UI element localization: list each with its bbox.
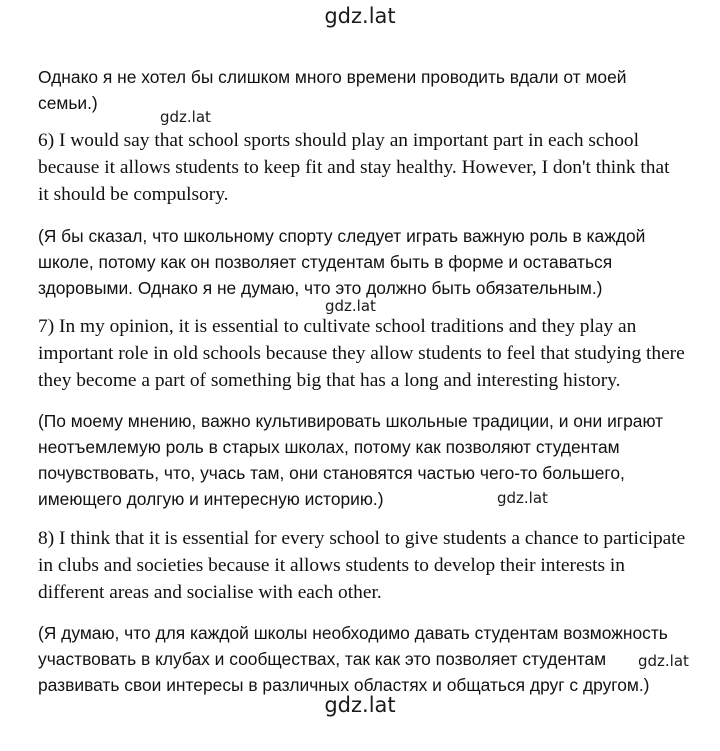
text-line: because it allows students to keep fit and stay healthy. However, I don't think that <box>38 157 670 178</box>
text-line: развивать свои интересы в различных областях и общаться друг с другом.) <box>38 675 650 695</box>
text-line: неотъемлемую роль в старых школах, потому как позволяют студентам <box>38 437 620 457</box>
text-line: they become a part of something big that has a long and interesting history. <box>38 370 621 391</box>
text-line: 7) In my opinion, it is essential to cultivate school traditions and they play an <box>38 316 637 337</box>
watermark: gdz.lat <box>497 489 548 507</box>
watermark-top: gdz.lat <box>324 4 396 28</box>
text-line: different areas and socialise with each other. <box>38 582 382 603</box>
text-line: Однако я не хотел бы слишком много времени проводить вдали от моей <box>38 67 627 87</box>
watermark-bottom: gdz.lat <box>324 693 396 717</box>
text-line: имеющего долгую и интересную историю.) <box>38 489 384 509</box>
text-line: in clubs and societies because it allows students to develop their interests in <box>38 555 625 576</box>
watermark: gdz.lat <box>325 297 376 315</box>
text-line: it should be compulsory. <box>38 184 229 205</box>
text-line: 8) I think that it is essential for every school to give students a chance to participate <box>38 528 686 549</box>
text-line: здоровыми. Однако я не думаю, что это должно быть обязательным.) <box>38 278 603 298</box>
text-line: школе, потому как он позволяет студентам быть в форме и оставаться <box>38 252 613 272</box>
text-line: important role in old schools because they allow students to feel that studying there <box>38 343 685 364</box>
text-line: участвовать в клубах и сообществах, так как это позволяет студентам <box>38 649 607 669</box>
text-line: (Я думаю, что для каждой школы необходимо давать студентам возможность <box>38 623 668 643</box>
watermark: gdz.lat <box>638 652 689 670</box>
text-line: семьи.) <box>38 93 98 113</box>
text-line: почувствовать, что, учась там, они становятся частью чего-то большего, <box>38 463 625 483</box>
text-line: 6) I would say that school sports should play an important part in each school <box>38 130 639 151</box>
text-line: (Я бы сказал, что школьному спорту следует играть важную роль в каждой <box>38 226 646 246</box>
text-line: (По моему мнению, важно культивировать школьные традиции, и они играют <box>38 411 664 431</box>
watermark: gdz.lat <box>160 108 211 126</box>
